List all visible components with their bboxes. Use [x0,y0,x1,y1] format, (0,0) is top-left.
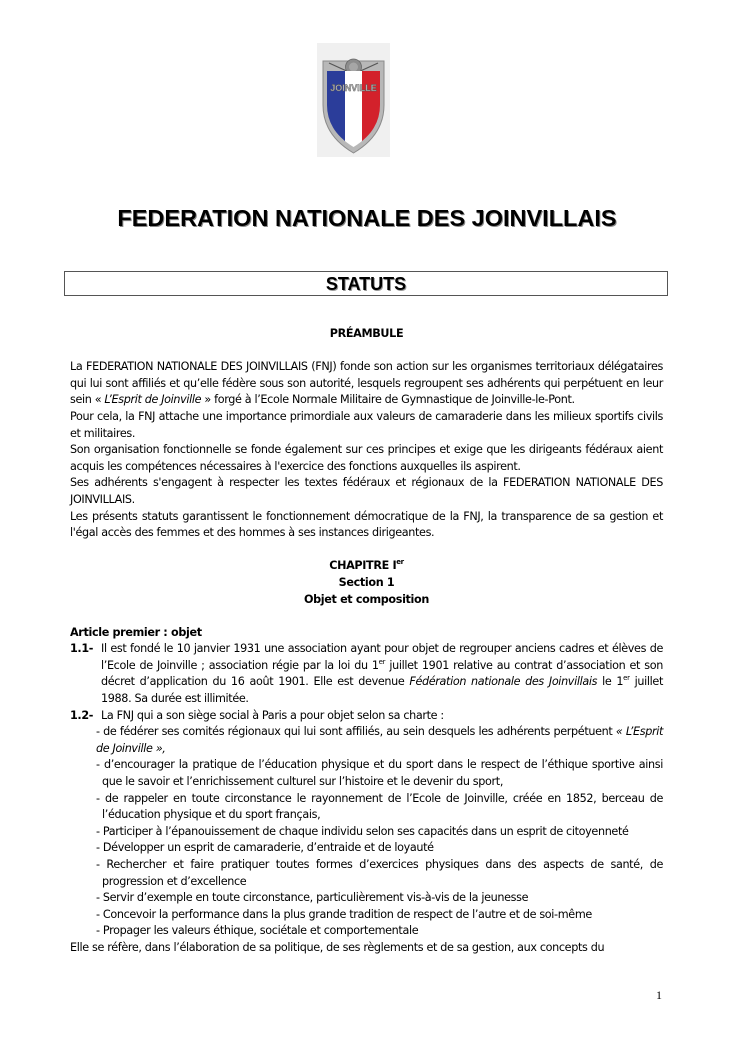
objective-item [70,824,663,841]
preamble-paragraph-4: Ses adhérents s'engagent à respecter les textes fédéraux et régionaux de la FEDERATION NATIONALE DES JOINVILLAIS. [70,476,663,506]
article-heading: Article premier : objet [70,625,202,639]
statuts-label: STATUTS [325,274,407,294]
chapter-title [70,558,663,575]
objective-item [70,923,663,940]
joinville-logo [317,43,390,157]
section-title: Section 1 [338,575,395,589]
objective-item [70,890,663,907]
objective-text: - d’encourager la pratique de l’éducation physique et du sport dans le respect de l’éthique sportive ainsi que le savoir et l’enrichissement culturel sur l’histoire et le devenir du sport, [96,758,663,789]
ordinal-sup: er [378,657,386,666]
article-text: le 1 [597,675,624,689]
statuts-banner [64,271,668,296]
preamble-paragraph-3: Son organisation fonctionnelle se fonde également sur ces principes et exige que les dirigeants fédéraux aient acquis les compétences nécessaires à l'exercice des fonctions auxquelles ils aspirent. [70,443,663,473]
preamble-paragraph-1 [70,359,663,409]
article-text: Il est fondé le 10 janvier 1931 une association ayant pour objet de regrouper anciens cadres et élèves de l’Ecole de Joinville ; association régie par la loi du 1 [101,642,663,672]
objective-text: - de rappeler en toute circonstance le rayonnement de l’Ecole de Joinville, créée en 1852, berceau de l’éducation physique et du sport français, [96,791,663,822]
esprit-de-joinville-emphasis: « L’Esprit de Joinville », [96,725,663,755]
objective-text: - Propager les valeurs éthique, sociétale et comportementale [96,924,419,938]
document-title: FEDERATION NATIONALE DES JOINVILLAIS [117,205,617,231]
logo-text: JOINVILLE [330,83,377,93]
document-body [70,326,663,957]
objective-text: - Développer un esprit de camaraderie, d’entraide et de loyauté [96,841,434,855]
objective-text: - de fédérer ses comités régionaux qui lui sont affiliés, au sein desquels les adhérents perpétuent [96,725,616,739]
article-text: juillet 1901 relative au contrat d’association et son décret d’application du 16 août 1901. Elle est devenue [101,658,663,689]
preamble-paragraph-5: Les présents statuts garantissent le fonctionnement démocratique de la FNJ, la transparence de sa gestion et l'égal accès des femmes et des hommes à ses instances dirigeantes. [70,509,663,540]
article-text: La FNJ qui a son siège social à Paris a pour objet selon sa charte : [101,708,444,722]
objective-item [70,791,663,824]
preamble-text: La FEDERATION NATIONALE DES JOINVILLAIS (FNJ) fonde son action sur les organismes territoriaux délégataires qui lui sont affiliés et qu’elle fédère sous son autorité, lesquels regroupent ses adhérents qui perpétuent en leur sein « [70,360,663,407]
article-item-1-1 [70,641,663,707]
preamble-paragraph-2: Pour cela, la FNJ attache une importance primordiale aux valeurs de camaraderie dans les milieux sportifs civils et militaires. [70,409,663,440]
objective-text: - Participer à l’épanouissement de chaque individu selon ses capacités dans un esprit de citoyenneté [96,824,629,838]
objective-item [70,857,663,890]
article-item-number: 1.1- [70,642,94,656]
article-text: juillet 1988. Sa durée est illimitée. [101,675,663,706]
esprit-de-joinville-emphasis: L’Esprit de Joinville [104,393,202,407]
article-item-1-2 [70,708,663,725]
objective-text: - Concevoir la performance dans la plus grande tradition de respect de l’autre et de soi-même [96,907,592,921]
federation-name-emphasis: Fédération nationale des Joinvillais [409,675,598,689]
chapter-title-sup: er [396,558,404,567]
objective-item [70,724,663,757]
chapter-title-text: CHAPITRE I [329,559,397,573]
article-closing-text: Elle se réfère, dans l’élaboration de sa politique, de ses règlements et de sa gestion, aux concepts du [70,940,605,954]
ordinal-sup: er [623,674,630,683]
objective-item [70,907,663,924]
objectives-list [70,724,663,940]
objective-text: - Rechercher et faire pratiquer toutes formes d’exercices physiques dans des aspects de santé, de progression et d’excellence [96,858,663,888]
objective-item [70,840,663,857]
page-number: 1 [656,988,662,1002]
shield-crest-icon [317,43,390,157]
objective-item [70,757,663,790]
preamble-heading: PRÉAMBULE [329,327,404,340]
objective-text: - Servir d’exemple en toute circonstance, particulièrement vis-à-vis de la jeunesse [96,891,529,905]
article-item-number: 1.2- [70,708,94,722]
section-subtitle: Objet et composition [303,592,429,606]
preamble-text: » forgé à l’Ecole Normale Militaire de Gymnastique de Joinville-le-Pont. [201,393,575,407]
